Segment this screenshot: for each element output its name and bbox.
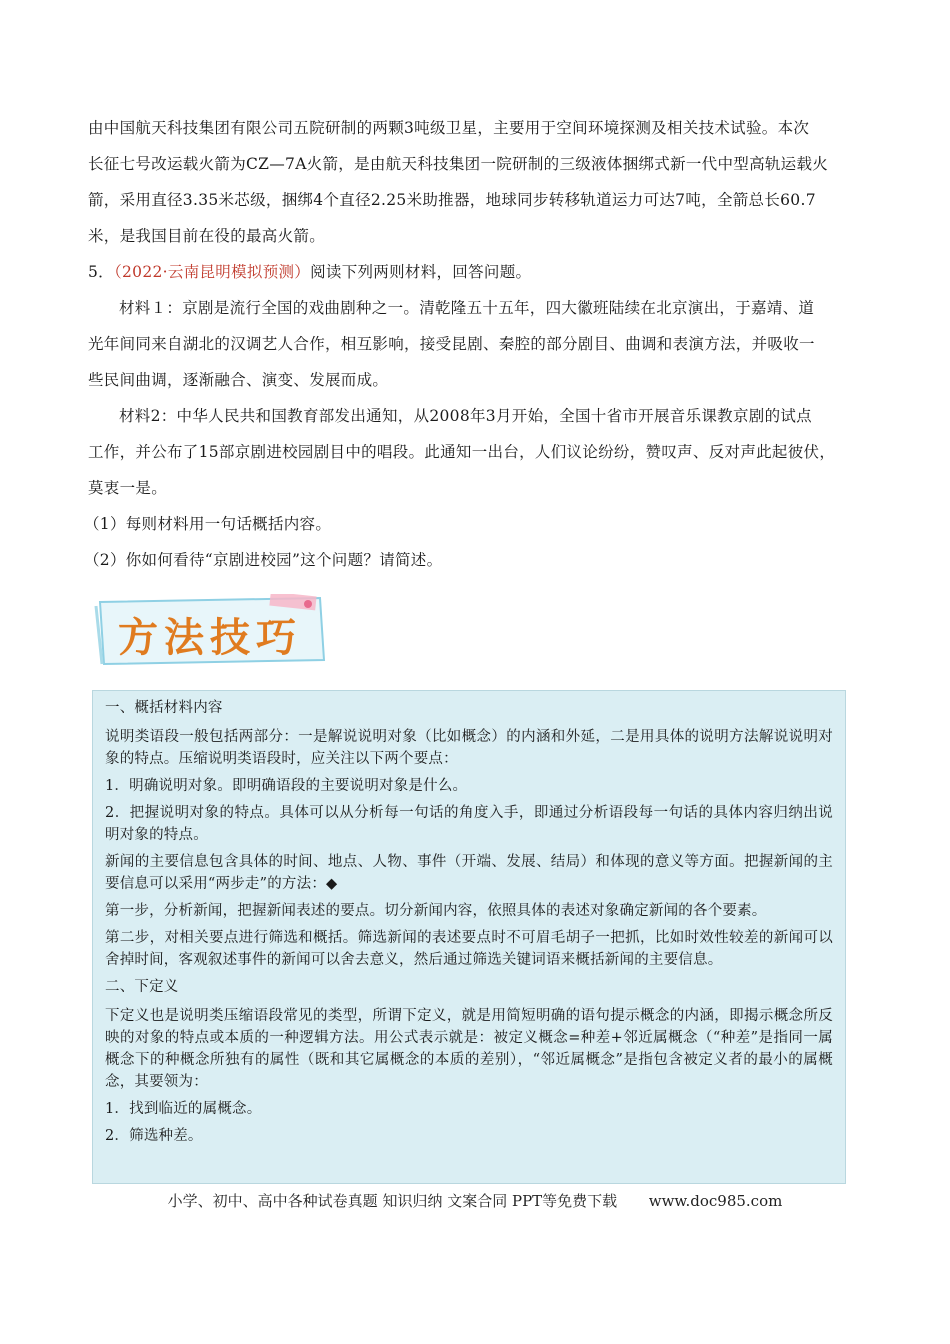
text-line: 莫衷一是。 bbox=[88, 479, 168, 497]
sub-question-2: （2）你如何看待“京剧进校园”这个问题？请简述。 bbox=[84, 551, 443, 569]
question-source: （2022·云南昆明模拟预测） bbox=[113, 263, 311, 281]
text-line: 长征七号改运载火箭为CZ—7A火箭，是由航天科技集团一院研制的三级液体捆绑式新一代中型高轨运载火 bbox=[88, 155, 829, 173]
text-line: 由中国航天科技集团有限公司五院研制的两颗3吨级卫星，主要用于空间环境探测及相关技术试验。本次 bbox=[88, 119, 810, 137]
page-footer bbox=[0, 1190, 950, 1211]
sub-question-1: （1）每则材料用一句话概括内容。 bbox=[84, 515, 332, 533]
sub-questions bbox=[84, 506, 874, 578]
box-paragraph: 第二步，对相关要点进行筛选和概括。筛选新闻的表述要点时不可眉毛胡子一把抓，比如时效性较差的新闻可以舍掉时间，客观叙述事件的新闻可以舍去意义，然后通过筛选关键词语来概括新闻的主要信息。 bbox=[105, 930, 833, 968]
text-line: 材料2：中华人民共和国教育部发出通知，从2008年3月开始，全国十省市开展音乐课教京剧的试点 bbox=[119, 407, 812, 425]
question-prompt: 阅读下列两则材料，回答问题。 bbox=[310, 263, 532, 281]
box-paragraph: 第一步，分析新闻，把握新闻表述的要点。切分新闻内容，依照具体的表述对象确定新闻的各个要素。 bbox=[105, 903, 767, 919]
box-heading: 二、下定义 bbox=[105, 979, 179, 995]
footer-website[interactable]: www.doc985.com bbox=[648, 1192, 783, 1210]
material-1 bbox=[88, 290, 878, 398]
text-line: 些民间曲调，逐渐融合、演变、发展而成。 bbox=[88, 371, 389, 389]
text-line: 材料１：京剧是流行全国的戏曲剧种之一。清乾隆五十五年，四大徽班陆续在北京演出，于嘉靖、道 bbox=[119, 299, 815, 317]
badge-text: 方法技巧 bbox=[118, 615, 302, 661]
box-paragraph: 说明类语段一般包括两部分：一是解说说明对象（比如概念）的内涵和外延，二是用具体的说明方法解说说明对象的特点。压缩说明类语段时，应关注以下两个要点： bbox=[105, 729, 833, 767]
text-line: 光年间同来自湖北的汉调艺人合作，相互影响，接受昆剧、秦腔的部分剧目、曲调和表演方法，并吸收一 bbox=[88, 335, 815, 353]
question-5-header bbox=[88, 254, 878, 290]
top-paragraph bbox=[88, 110, 878, 254]
text-line: 箭，采用直径3.35米芯级，捆绑4个直径2.25米助推器，地球同步转移轨道运力可达7吨，全箭总长60.7 bbox=[88, 191, 816, 209]
text-line: 米，是我国目前在役的最高火箭。 bbox=[88, 227, 326, 245]
method-box bbox=[92, 690, 846, 1184]
box-paragraph: 新闻的主要信息包含具体的时间、地点、人物、事件（开端、发展、结局）和体现的意义等方面。把握新闻的主要信息可以采用“两步走”的方法：◆ bbox=[105, 854, 833, 892]
box-paragraph: 下定义也是说明类压缩语段常见的类型，所谓下定义，就是用简短明确的语句提示概念的内涵，即揭示概念所反映的对象的特点或本质的一种逻辑方法。用公式表示就是：被定义概念=种差+邻近属概念（“种差”是指同一属概念下的种概念所独有的属性（既和其它属概念的本质的差别），“邻近属概念”是指包含被定义者的最小的属概念，其要领为： bbox=[105, 1008, 833, 1090]
text-line: 工作，并公布了15部京剧进校园剧目中的唱段。此通知一出台，人们议论纷纷，赞叹声、反对声此起彼伏， bbox=[88, 443, 836, 461]
box-paragraph: 1．找到临近的属概念。 bbox=[105, 1101, 262, 1117]
question-number: 5． bbox=[88, 263, 114, 281]
box-paragraph: 2．筛选种差。 bbox=[105, 1128, 203, 1144]
material-2 bbox=[88, 398, 878, 506]
box-paragraph: 1．明确说明对象。即明确语段的主要说明对象是什么。 bbox=[105, 778, 468, 794]
footer-left-text: 小学、初中、高中各种试卷真题 知识归纳 文案合同 PPT等免费下载 bbox=[167, 1192, 618, 1210]
method-tips-badge bbox=[94, 594, 330, 666]
box-heading: 一、概括材料内容 bbox=[105, 700, 223, 716]
box-paragraph: 2．把握说明对象的特点。具体可以从分析每一句话的角度入手，即通过分析语段每一句话的具体内容归纳出说明对象的特点。 bbox=[105, 805, 833, 843]
